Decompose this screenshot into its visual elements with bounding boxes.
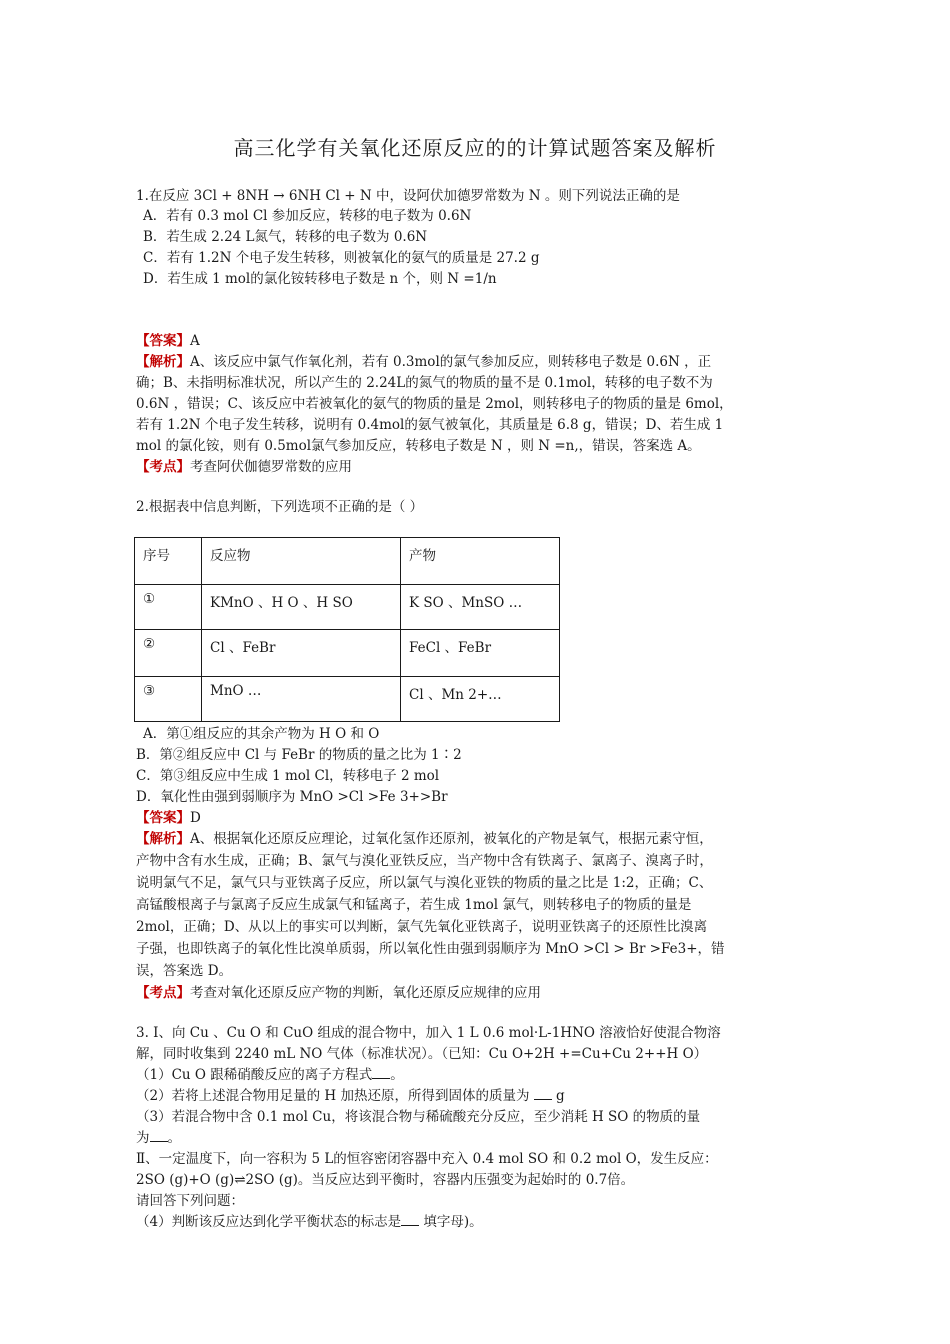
table-row — [135, 677, 560, 722]
q2-analysis-line: 2mol，正确；D、从以上的事实可以判断，氯气先氧化亚铁离子，说明亚铁离子的还原性比溴离 — [136, 919, 708, 935]
q3-subquestion-3: （3）若混合物中含 0.1 mol Cu，将该混合物与稀硫酸充分反应，至少消耗 H SO 的物质的量 — [136, 1109, 701, 1125]
q2-analysis-line: 误，答案选 D。 — [136, 963, 233, 979]
q1-option-a: A．若有 0.3 mol Cl 参加反应，转移的电子数为 0.6N — [143, 208, 472, 224]
q3-text: （4）判断该反应达到化学平衡状态的标志是 — [136, 1214, 402, 1230]
table-cell: KMnO 、H O 、H SO — [202, 585, 401, 630]
table-cell: ① — [135, 585, 202, 630]
analysis-text: A、该反应中氯气作氧化剂，若有 0.3mol的氯气参加反应，则转移电子数是 0.6N ，正 — [190, 354, 712, 370]
q1-answer — [136, 331, 200, 351]
point-text: 考查对氧化还原反应产物的判断，氧化还原反应规律的应用 — [190, 985, 541, 1001]
q2-analysis-line — [136, 829, 713, 849]
q2-option-d: D．氧化性由强到弱顺序为 MnO >Cl >Fe 3+>Br — [136, 789, 448, 805]
table-header-cell: 反应物 — [202, 538, 401, 585]
q3-text: 为 — [136, 1130, 150, 1146]
answer-blank — [534, 1087, 552, 1100]
table-row — [135, 585, 560, 630]
q3-line: 2SO (g)+O (g)⇌2SO (g)。当反应达到平衡时，容器内压强变为起始时的 0.7倍。 — [136, 1172, 635, 1188]
q1-point — [136, 457, 352, 477]
answer-blank — [150, 1129, 168, 1142]
table-cell: K SO 、MnSO … — [401, 585, 560, 630]
table-cell: MnO … — [202, 677, 401, 722]
q1-option-d: D．若生成 1 mol的氯化铵转移电子数是 n 个，则 N =1/n — [143, 271, 497, 287]
table-cell: ② — [135, 630, 202, 677]
q1-analysis-line: 若有 1.2N 个电子发生转移，说明有 0.4mol的氨气被氧化，其质量是 6.8 g，错误；D、若生成 1 — [136, 417, 724, 433]
q3-subquestion-4 — [136, 1212, 483, 1232]
q3-subquestion-3-cont — [136, 1128, 181, 1148]
q2-stem: 2.根据表中信息判断，下列选项不正确的是（ ） — [136, 499, 424, 515]
answer-label: 【答案】 — [136, 810, 190, 826]
q2-analysis-line: 子强，也即铁离子的氧化性比溴单质弱，所以氧化性由强到弱顺序为 MnO >Cl > Br >Fe3+，错 — [136, 941, 725, 957]
table-cell: Cl 、FeBr — [202, 630, 401, 677]
q2-answer — [136, 808, 201, 828]
table-header-cell: 产物 — [401, 538, 560, 585]
table-cell: FeCl 、FeBr — [401, 630, 560, 677]
q2-option-c: C．第③组反应中生成 1 mol Cl，转移电子 2 mol — [136, 768, 440, 784]
q3-text: （1）Cu O 跟稀硝酸反应的离子方程式 — [136, 1067, 373, 1083]
table-header-cell: 序号 — [135, 538, 202, 585]
q1-analysis-line: 0.6N ，错误；C、该反应中若被氧化的氨气的物质的量是 2mol，则转移电子的物质的量是 6mol， — [136, 396, 733, 412]
q2-analysis-line: 说明氯气不足，氯气只与亚铁离子反应，所以氯气与溴化亚铁的物质的量之比是 1:2，正确；C、 — [136, 875, 713, 891]
q1-analysis-line: mol 的氯化铵，则有 0.5mol氯气参加反应，转移电子数是 N ，则 N =n,，错误，答案选 A。 — [136, 438, 701, 454]
analysis-label: 【解析】 — [136, 831, 190, 847]
answer-blank — [372, 1066, 390, 1079]
q3-line: Ⅱ、一定温度下，向一容积为 5 L的恒容密闭容器中充入 0.4 mol SO 和 0.2 mol O，发生反应： — [136, 1151, 718, 1167]
q1-analysis-line: 确；B、未指明标准状况，所以产生的 2.24L的氮气的物质的量不是 0.1mol，转移的电子数不为 — [136, 375, 713, 391]
period-text: 。 — [167, 1130, 181, 1146]
q2-analysis-line: 产物中含有水生成，正确；B、氯气与溴化亚铁反应，当产物中含有铁离子、氯离子、溴离子时， — [136, 853, 713, 869]
q3-text: 填字母)。 — [423, 1214, 483, 1230]
table-header-row — [135, 538, 560, 585]
q3-subquestion-2 — [136, 1086, 565, 1106]
q2-analysis-line: 高锰酸根离子与氯离子反应生成氯气和锰离子，若生成 1mol 氯气，则转移电子的物质的量是 — [136, 897, 692, 913]
q2-option-b: B．第②组反应中 Cl 与 FeBr 的物质的量之比为 1∶2 — [136, 747, 462, 763]
point-text: 考查阿伏伽德罗常数的应用 — [190, 459, 352, 475]
q3-line: 请回答下列问题： — [136, 1193, 244, 1209]
unit-text: g — [556, 1088, 565, 1104]
q3-text: （2）若将上述混合物用足量的 H 加热还原，所得到固体的质量为 — [136, 1088, 530, 1104]
table-cell: Cl 、Mn 2+… — [401, 677, 560, 722]
q3-subquestion-1 — [136, 1065, 404, 1085]
info-table — [134, 537, 560, 722]
q3-line: 解，同时收集到 2240 mL NO 气体（标准状况）。（已知：Cu O+2H +=Cu+Cu 2++H O） — [136, 1046, 708, 1062]
q1-option-b: B．若生成 2.24 L氮气，转移的电子数为 0.6N — [143, 229, 428, 245]
q2-point — [136, 983, 541, 1003]
q2-option-a: A．第①组反应的其余产物为 H O 和 O — [143, 726, 380, 742]
point-label: 【考点】 — [136, 985, 190, 1001]
q1-stem: 1.在反应 3Cl + 8NH → 6NH Cl + N 中，设阿伏加德罗常数为 N 。则下列说法正确的是 — [136, 188, 680, 204]
page-title: 高三化学有关氧化还原反应的的计算试题答案及解析 — [233, 136, 717, 160]
period-text: 。 — [390, 1067, 404, 1083]
q3-line: 3. Ⅰ、向 Cu 、Cu O 和 CuO 组成的混合物中，加入 1 L 0.6 mol·L-1HNO 溶液恰好使混合物溶 — [136, 1025, 721, 1041]
answer-value: A — [190, 333, 200, 349]
answer-value: D — [190, 810, 201, 826]
analysis-label: 【解析】 — [136, 354, 190, 370]
q1-analysis-line — [136, 352, 711, 372]
table-cell: ③ — [135, 677, 202, 722]
q1-option-c: C．若有 1.2N 个电子发生转移，则被氧化的氨气的质量是 27.2 g — [143, 250, 540, 266]
answer-blank — [401, 1213, 419, 1226]
analysis-text: A、根据氧化还原反应理论，过氧化氢作还原剂，被氧化的产物是氧气，根据元素守恒， — [190, 831, 713, 847]
point-label: 【考点】 — [136, 459, 190, 475]
answer-label: 【答案】 — [136, 333, 190, 349]
table-row — [135, 630, 560, 677]
